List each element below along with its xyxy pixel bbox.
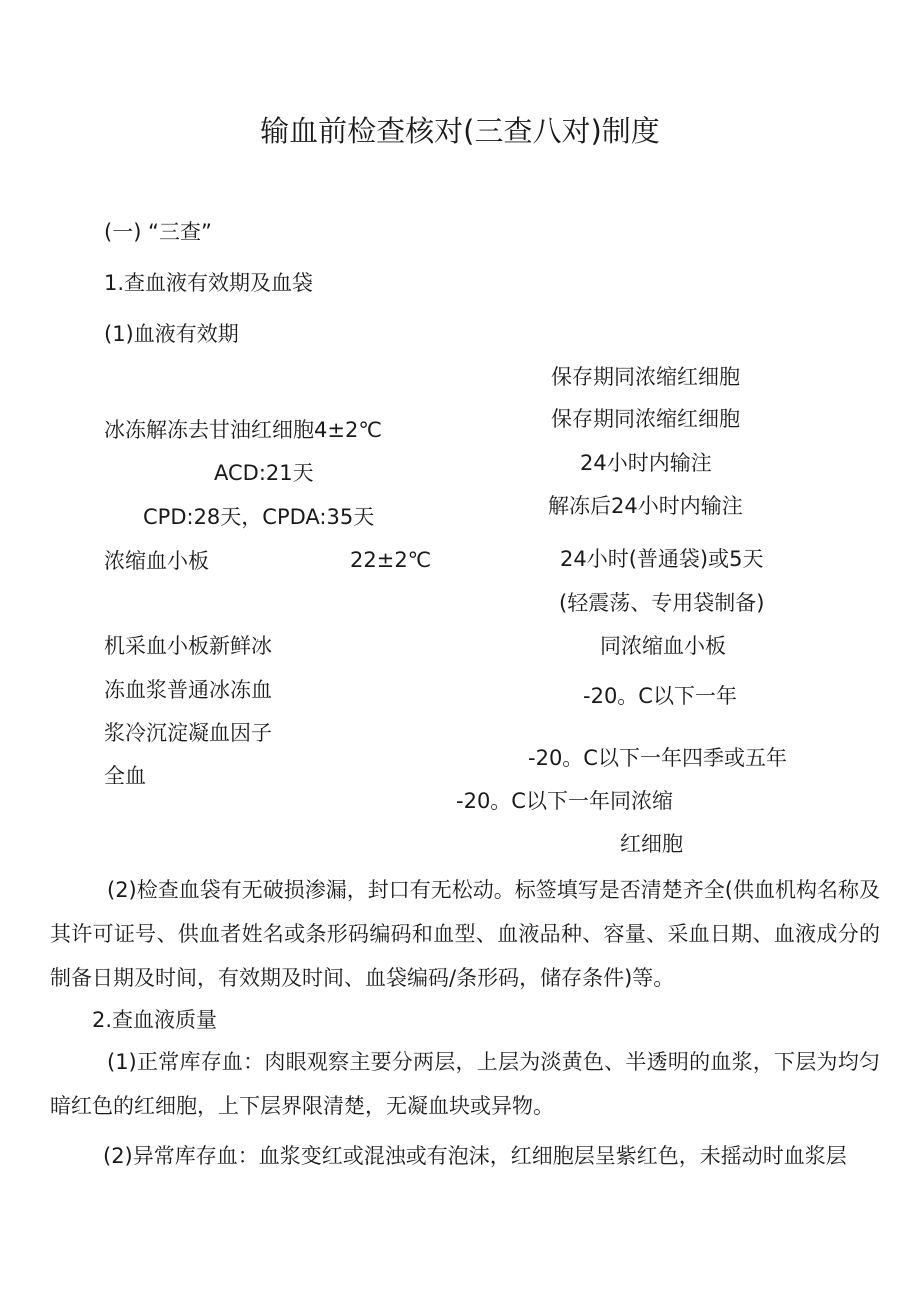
table-left-line-b: 冻血浆普通冰冻血 [104,678,272,702]
table-right-line-3: 24小时内输注 [580,451,712,475]
table-left-line-d: 全血 [104,764,146,788]
item1-heading: 1.查血液有效期及血袋 [104,271,314,295]
table-left-line-a: 机采血小板新鲜冰 [104,634,272,658]
table-right-line-5: 同浓缩血小板 [600,634,726,658]
table-left-frozen: 冰冻解冻去甘油红细胞4±2℃ [104,418,382,442]
table-right-line-4: 解冻后24小时内输注 [548,494,743,518]
table-left-line-c: 浆冷沉淀凝血因子 [104,721,272,745]
table-right-line-8: -20。C以下一年同浓缩 [456,789,673,813]
table-right-line-7: -20。C以下一年四季或五年 [528,746,787,770]
table-platelet-note: (轻震荡、专用袋制备) [559,591,765,615]
table-right-line-9: 红细胞 [620,832,683,856]
paragraph-bag-check: (2)检查血袋有无破损渗漏，封口有无松动。标签填写是否清楚齐全(供血机构名称及其许可证号、供血者姓名或条形码编码和血型、血液品种、容量、采血日期、血液成分的制备日期及时间，有效期及时间、血袋编码/条形码，储存条件)等。 [50,878,880,990]
table-platelet-temp: 22±2℃ [350,548,432,572]
item2-heading: 2.查血液质量 [92,1008,218,1032]
table-acd: ACD:21天 [214,461,314,485]
table-right-line-6: -20。C以下一年 [583,684,737,708]
table-right-line-2: 保存期同浓缩红细胞 [551,407,740,431]
paragraph-abnormal-blood: (2)异常库存血：血浆变红或混浊或有泡沫，红细胞层呈紫红色，未摇动时血浆层 [103,1144,847,1168]
table-right-line-1: 保存期同浓缩红细胞 [551,365,740,389]
document-title: 输血前检查核对(三查八对)制度 [260,114,660,148]
table-platelet-name: 浓缩血小板 [104,549,209,573]
section-heading: (一) “三查” [104,220,212,244]
paragraph-normal-blood: (1)正常库存血：肉眼观察主要分两层，上层为淡黄色、半透明的血浆，下层为均匀暗红色的红细胞，上下层界限清楚，无凝血块或异物。 [50,1050,880,1118]
table-cpd: CPD:28天，CPDA:35天 [143,505,375,529]
sub1-heading: (1)血液有效期 [104,322,239,346]
table-platelet-period: 24小时(普通袋)或5天 [560,547,764,571]
